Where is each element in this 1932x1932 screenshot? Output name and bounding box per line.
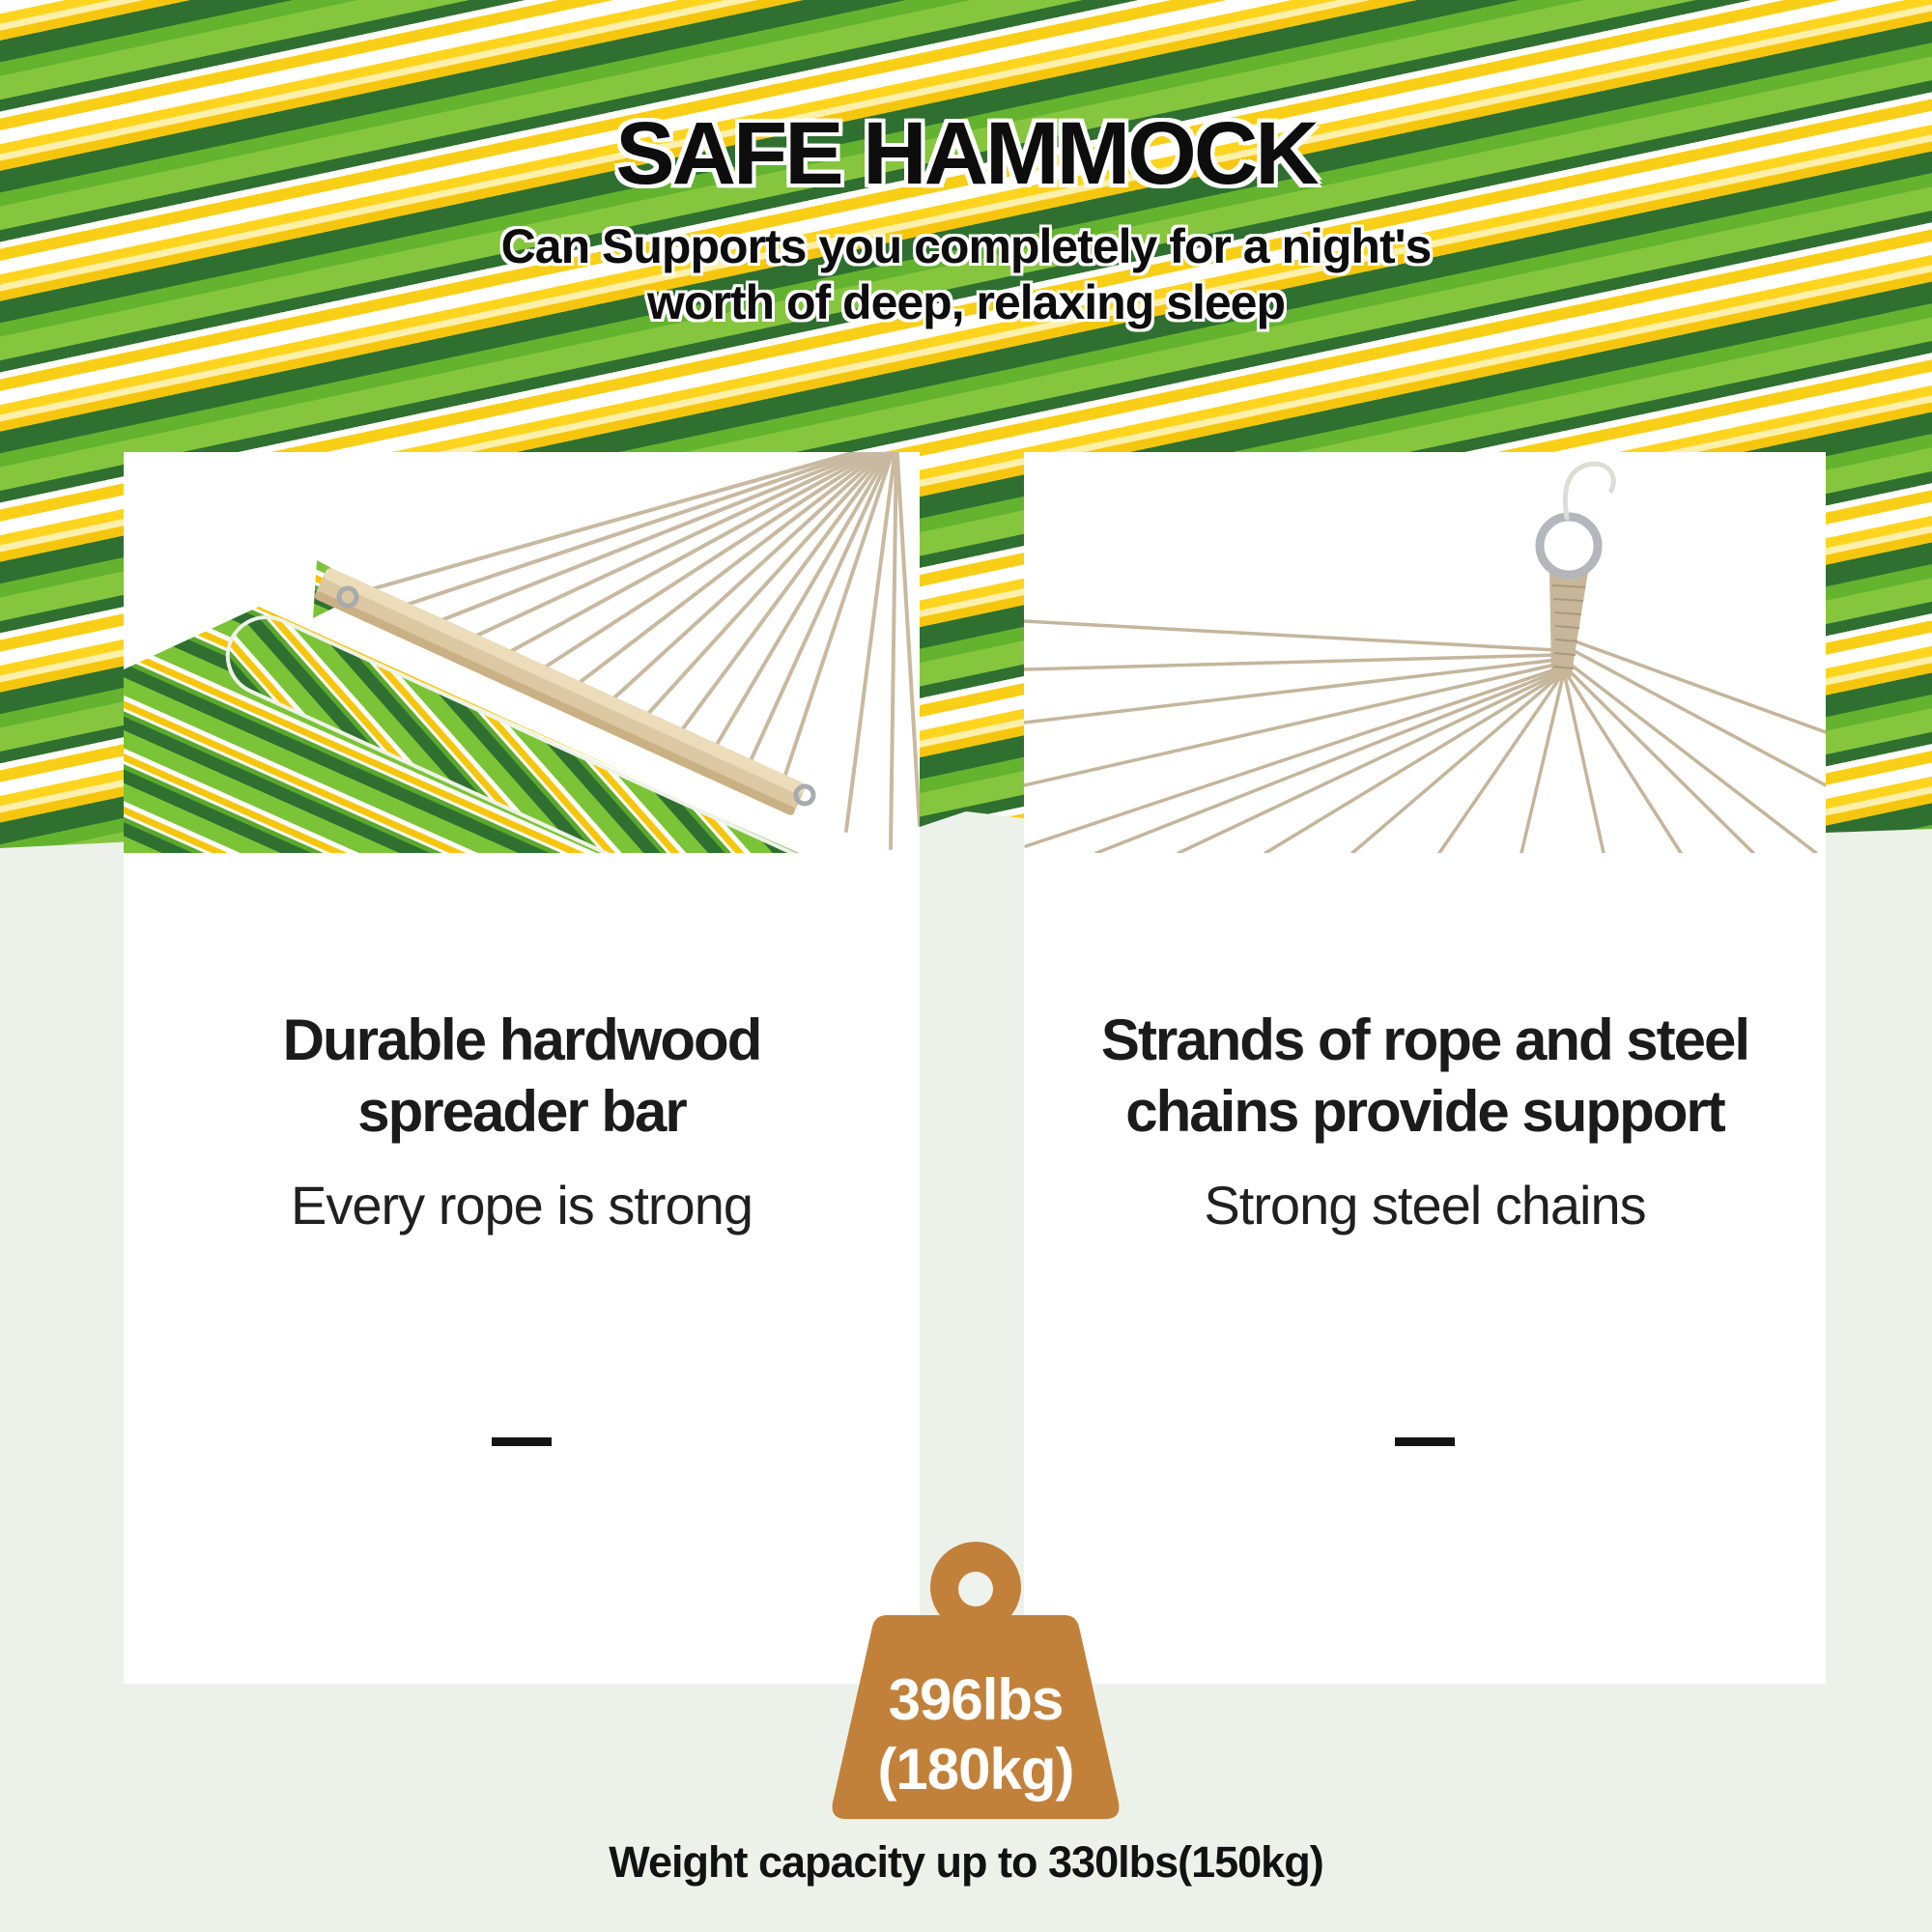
card-heading-right-line2: chains provide support bbox=[1125, 1079, 1724, 1144]
card-heading-right-line1: Strands of rope and steel bbox=[1100, 1008, 1749, 1072]
feature-card-rope-chains bbox=[1024, 452, 1826, 1684]
weight-value-kg: (180kg) bbox=[877, 1737, 1074, 1802]
weight-badge-text bbox=[831, 1665, 1121, 1804]
card-heading-left-line1: Durable hardwood bbox=[282, 1008, 761, 1072]
weight-value-lbs: 396lbs bbox=[888, 1667, 1064, 1732]
page-title: SAFE HAMMOCK bbox=[615, 104, 1317, 203]
card-heading-left bbox=[124, 1005, 920, 1148]
weight-capacity-caption: Weight capacity up to 330lbs(150kg) bbox=[609, 1837, 1323, 1887]
feature-card-spreader-bar bbox=[124, 452, 920, 1684]
divider-dash-right bbox=[1395, 1437, 1455, 1446]
divider-dash-left bbox=[492, 1437, 552, 1446]
card-subtext-right: Strong steel chains bbox=[1204, 1175, 1646, 1236]
subtitle-line2: worth of deep, relaxing sleep bbox=[646, 275, 1286, 329]
spreader-bar-photo bbox=[124, 452, 920, 853]
card-heading-right bbox=[1024, 1005, 1826, 1148]
card-subtext-left: Every rope is strong bbox=[291, 1175, 753, 1236]
weight-capacity-badge bbox=[831, 1542, 1121, 1824]
card-heading-left-line2: spreader bar bbox=[357, 1079, 686, 1144]
rope-ring-hook-photo bbox=[1024, 452, 1826, 853]
subtitle-line1: Can Supports you completely for a night's bbox=[500, 219, 1432, 273]
